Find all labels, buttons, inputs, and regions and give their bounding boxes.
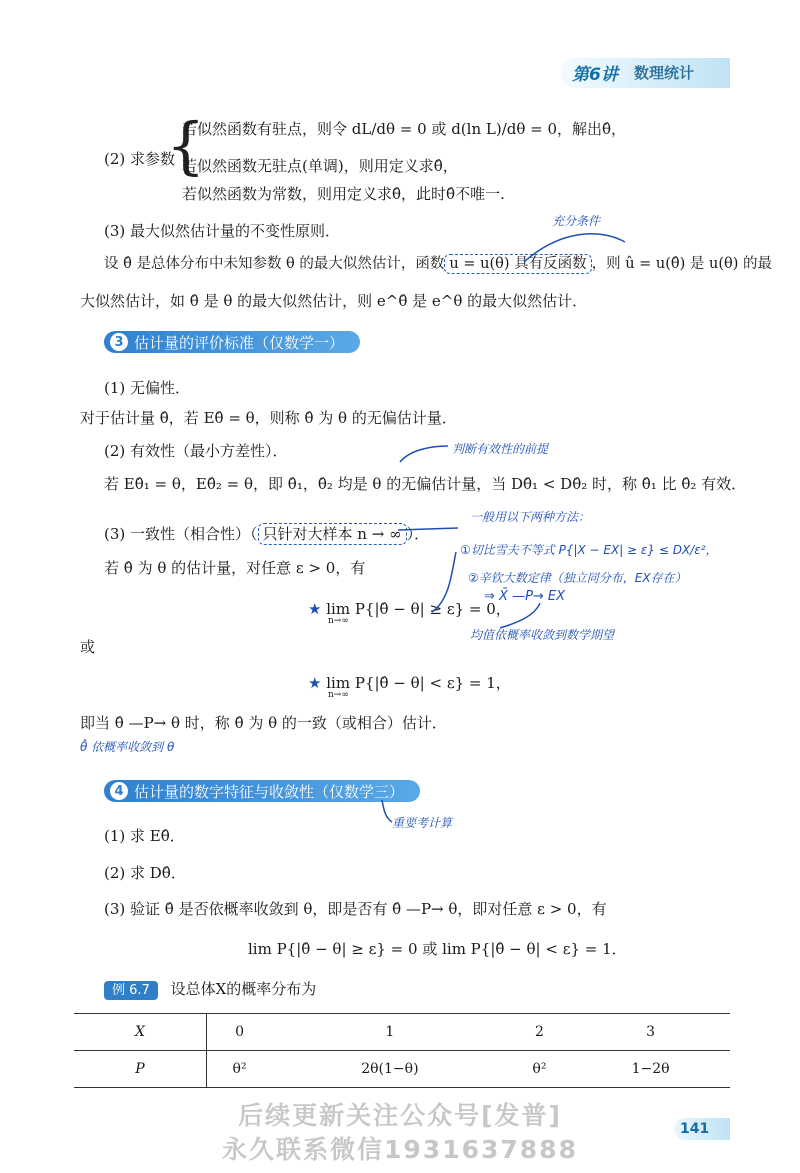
unbiased-text: 对于估计量 θ̂，若 Eθ̂ = θ，则称 θ̂ 为 θ 的无偏估计量．: [80, 409, 457, 427]
section-3-title: 估计量的评价标准（仅数学一）: [134, 333, 345, 352]
page-number: 141: [674, 1118, 730, 1140]
arrow-stroke: [382, 800, 392, 822]
table-cell: 1−2θ: [571, 1051, 730, 1088]
chapter-topic: 数理统计: [634, 64, 695, 82]
table-cell: 2θ(1−θ): [272, 1051, 507, 1088]
table-cell: 2: [508, 1014, 572, 1051]
or-text: 或: [80, 638, 96, 656]
efficiency-note: 判断有效性的前提: [452, 442, 549, 456]
formula-2-text: lim P{|θ̂ − θ| < ε} = 1，: [326, 674, 511, 692]
invariance-text-b: ，则 û = u(θ̂) 是 u(θ) 的最: [591, 256, 773, 272]
consistency-text: 若 θ̂ 为 θ 的估计量，对任意 ε > 0，有: [104, 559, 366, 577]
efficiency-text: 若 Eθ̂₁ = θ，Eθ̂₂ = θ，即 θ̂₁，θ̂₂ 均是 θ 的无偏估计量，当 Dθ̂₁ < Dθ̂₂ 时，称 θ̂₁ 比 θ̂₂ 有效．: [104, 475, 747, 493]
param-line-2: 若似然函数无驻点(单调)，则用定义求θ̂，: [182, 157, 458, 175]
table-cell: θ²: [508, 1051, 572, 1088]
consistency-title-end: ）．: [406, 525, 430, 543]
arrow-stroke: [400, 446, 448, 462]
section-3-number: 3: [110, 333, 128, 351]
consistency-title-text: (3) 一致性（相合性）（: [104, 525, 258, 543]
large-sample-box: 只针对大样本 n → ∞: [258, 523, 407, 545]
star-icon: ★: [308, 674, 322, 692]
item-3: (3) 验证 θ̂ 是否依概率收敛到 θ，即是否有 θ̂ —P→ θ，即对任意 ε > 0，有: [104, 900, 607, 918]
arrow-stroke: [500, 603, 540, 628]
section-4-number: 4: [110, 782, 128, 800]
note-method-3: ⇒ X̄ —P→ EX: [484, 589, 566, 604]
note-method-4: 均值依概率收敛到数学期望: [470, 628, 615, 642]
chapter-label: 第6讲: [572, 65, 618, 85]
consistency-conclusion: 即当 θ̂ —P→ θ 时，称 θ̂ 为 θ 的一致（或相合）估计．: [80, 714, 447, 732]
watermark-line-1: 后续更新关注公众号[发普]: [238, 1101, 562, 1130]
invariance-note: 充分条件: [552, 214, 601, 228]
item-1: (1) 求 Eθ̂．: [104, 827, 185, 845]
invariance-title: (3) 最大似然估计量的不变性原则．: [104, 222, 341, 240]
param-line-3: 若似然函数为常数，则用定义求θ̂，此时θ̂不唯一.: [182, 185, 505, 203]
arrow-stroke: [398, 528, 458, 530]
arrow-stroke: [524, 234, 625, 262]
item-2: (2) 求 Dθ̂．: [104, 864, 186, 882]
note-method-1: ①切比雪夫不等式 P{|X − EX| ≥ ε} ≤ DX/ε²，: [460, 543, 718, 557]
star-icon: ★: [308, 600, 322, 618]
watermark-line-2: 永久联系微信1931637888: [222, 1135, 578, 1164]
section-4-formula: lim P{|θ̂ − θ| ≥ ε} = 0 或 lim P{|θ̂ − θ| < ε} = 1．: [248, 940, 627, 958]
table-cell: 0: [207, 1014, 273, 1051]
inverse-function-box: u = u(θ) 具有反函数: [444, 254, 591, 274]
conclusion-note: θ̂ 依概率收敛到 θ: [80, 740, 175, 754]
formula-1-text: lim P{|θ̂ − θ| ≥ ε} = 0，: [326, 600, 511, 618]
section-4-note: 重要考计算: [392, 816, 453, 830]
note-method-2: ②辛钦大数定律（独立同分布，EX存在）: [468, 571, 687, 585]
arrow-stroke: [432, 552, 456, 612]
invariance-line-2: 大似然估计，如 θ̂ 是 θ 的最大似然估计，则 e^θ̂ 是 e^θ 的最大似然估计．: [80, 292, 588, 310]
unbiased-title: (1) 无偏性．: [104, 379, 191, 397]
param-line-1: 若似然函数有驻点，则令 dL/dθ = 0 或 d(ln L)/dθ = 0，解出θ̂，: [182, 120, 627, 138]
param-label: (2) 求参数: [104, 150, 176, 168]
invariance-text-a: 设 θ̂ 是总体分布中未知参数 θ 的最大似然估计，函数: [104, 256, 445, 272]
formula-2-sub: n→∞: [328, 690, 349, 700]
brace: {: [166, 109, 206, 182]
efficiency-title: (2) 有效性（最小方差性）．: [104, 442, 288, 460]
table-cell: P: [74, 1051, 207, 1088]
table-cell: X: [74, 1014, 207, 1051]
example-text: 设总体X的概率分布为: [170, 980, 317, 998]
section-4-title: 估计量的数字特征与收敛性（仅数学三）: [134, 782, 405, 801]
example-tag: 例 6.7: [104, 981, 158, 1000]
formula-1-sub: n→∞: [328, 616, 349, 626]
note-methods: 一般用以下两种方法：: [470, 510, 591, 524]
table-cell: θ²: [207, 1051, 273, 1088]
table-cell: 3: [571, 1014, 730, 1051]
table-cell: 1: [272, 1014, 507, 1051]
